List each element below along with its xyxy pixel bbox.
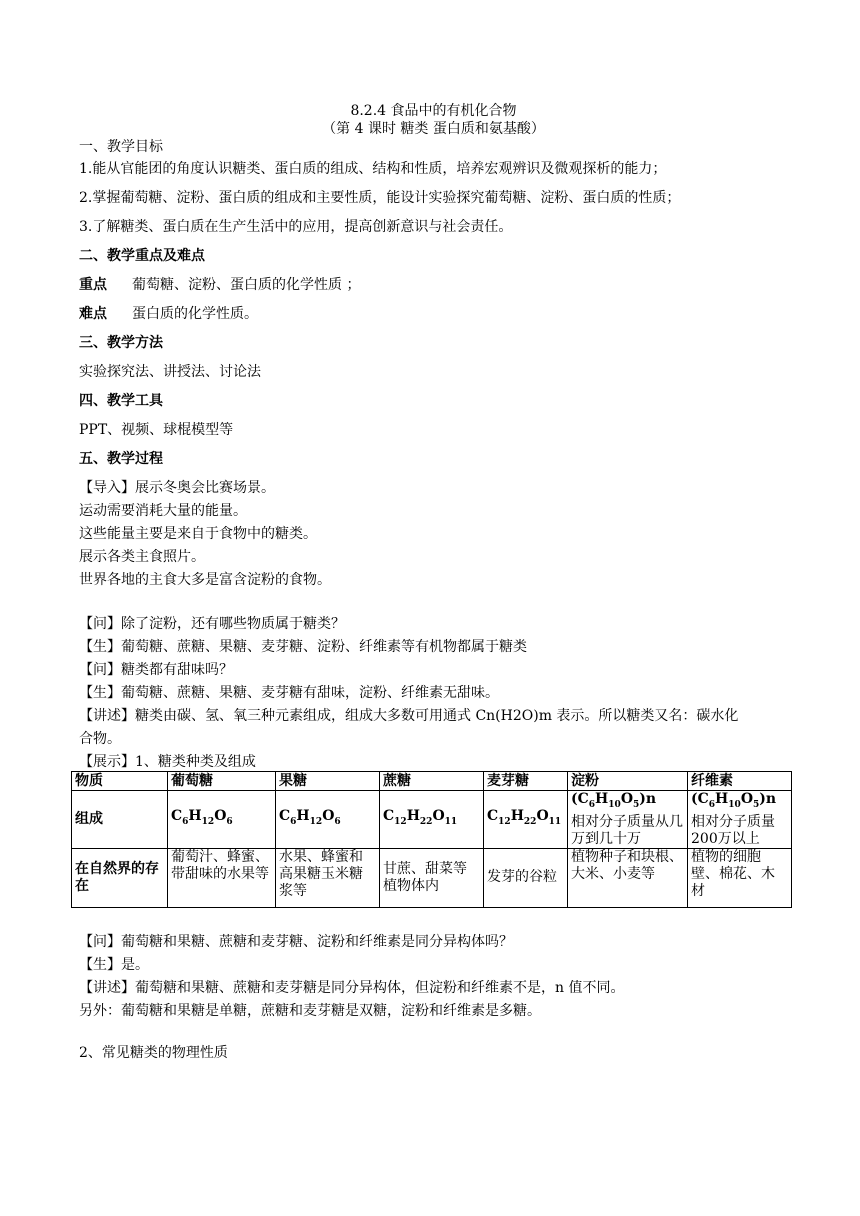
- intro-line: 展示各类主食照片。: [79, 549, 205, 565]
- row-label-composition: 组成: [72, 791, 168, 849]
- section-heading-methods: 三、教学方法: [79, 335, 163, 351]
- cellulose-cell: [688, 791, 792, 849]
- starch-formula: $(C_6H_{10}O_5)n$: [571, 791, 657, 810]
- cellulose-note: 相对分子质量200万以上: [691, 813, 775, 847]
- row-label-occurrence: 在自然界的存在: [72, 848, 168, 907]
- table-header-cell: 葡萄糖: [168, 772, 276, 791]
- tools-text: PPT、视频、球棍模型等: [79, 422, 234, 438]
- goal-item: 3.了解糖类、蛋白质在生产生活中的应用，提高创新意识与社会责任。: [79, 219, 513, 235]
- section-heading-goals: 一、教学目标: [79, 139, 163, 155]
- goal-item: 1.能从官能团的角度认识糖类、蛋白质的组成、结构和性质，培养宏观辨识及微观探析的能力；: [79, 161, 667, 177]
- subsection-heading: 2、常见糖类的物理性质: [79, 1044, 228, 1061]
- lecture-line: 【讲述】糖类由碳、氢、氧三种元素组成，组成大多数可用通式 Cn(H2O)m 表示。所以糖类又名：碳水化: [79, 708, 739, 724]
- after-line: 【问】葡萄糖和果糖、蔗糖和麦芽糖、淀粉和纤维素是同分异构体吗？: [79, 933, 513, 950]
- maltose-formula: $C_{12}H_{22}O_{11}$: [487, 808, 562, 827]
- glucose-formula: $C_6H_{12}O_6$: [171, 808, 233, 827]
- sugar-composition-table: [71, 771, 792, 908]
- table-row: [72, 848, 792, 907]
- starch-cell: [568, 791, 688, 849]
- formula-cell: [276, 791, 380, 849]
- intro-line: 世界各地的主食大多是富含淀粉的食物。: [79, 572, 331, 588]
- methods-text: 实验探究法、讲授法、讨论法: [79, 364, 261, 380]
- show-line: 【展示】1、糖类种类及组成: [79, 754, 256, 770]
- qa-line: 【问】糖类都有甜味吗？: [79, 662, 233, 678]
- formula-cell: [168, 791, 276, 849]
- table-header-cell: 麦芽糖: [484, 772, 568, 791]
- qa-line: 【问】除了淀粉，还有哪些物质属于糖类？: [79, 616, 345, 632]
- difficulty-label: 难点: [79, 306, 107, 322]
- key-label: 重点: [79, 277, 107, 293]
- table-header-cell: 果糖: [276, 772, 380, 791]
- formula-cell: [380, 791, 484, 849]
- intro-line: 这些能量主要是来自于食物中的糖类。: [79, 526, 317, 542]
- intro-line: 运动需要消耗大量的能量。: [79, 503, 247, 519]
- sucrose-formula: $C_{12}H_{22}O_{11}$: [383, 808, 458, 827]
- table-header-cell: 物质: [72, 772, 168, 791]
- spacer: [79, 1020, 788, 1044]
- table-cell: 植物的细胞壁、棉花、木材: [688, 848, 792, 907]
- key-point-line: [79, 276, 788, 294]
- table-header-cell: 纤维素: [688, 772, 792, 791]
- intro-line: 【导入】展示冬奥会比赛场景。: [79, 480, 275, 496]
- table-header-cell: 淀粉: [568, 772, 688, 791]
- lecture-line: 合物。: [79, 731, 121, 747]
- qa-line: 【生】葡萄糖、蔗糖、果糖、麦芽糖有甜味，淀粉、纤维素无甜味。: [79, 685, 499, 701]
- table-cell: 水果、蜂蜜和高果糖玉米糖浆等: [276, 848, 380, 907]
- after-line: 【讲述】葡萄糖和果糖、蔗糖和麦芽糖是同分异构体，但淀粉和纤维素不是，n 值不同。: [79, 979, 625, 996]
- fructose-formula: $C_6H_{12}O_6$: [279, 808, 341, 827]
- table-header-cell: 蔗糖: [380, 772, 484, 791]
- document-subtitle: （第 4 课时 糖类 蛋白质和氨基酸）: [322, 121, 545, 137]
- table-cell: 葡萄汁、蜂蜜、带甜味的水果等: [168, 848, 276, 907]
- table-cell: 发芽的谷粒: [484, 848, 568, 907]
- table-cell: 植物种子和块根、大米、小麦等: [568, 848, 688, 907]
- cellulose-formula: $(C_6H_{10}O_5)n$: [691, 791, 777, 810]
- section-heading-key-points: 二、教学重点及难点: [79, 248, 205, 264]
- section-heading-process: 五、教学过程: [79, 451, 163, 467]
- goal-item: 2.掌握葡萄糖、淀粉、蛋白质的组成和主要性质，能设计实验探究葡萄糖、淀粉、蛋白质的性质；: [79, 190, 681, 206]
- after-line: 另外：葡萄糖和果糖是单糖，蔗糖和麦芽糖是双糖，淀粉和纤维素是多糖。: [79, 1002, 541, 1019]
- qa-line: 【生】葡萄糖、蔗糖、果糖、麦芽糖、淀粉、纤维素等有机物都属于糖类: [79, 639, 527, 655]
- difficulty-line: [79, 305, 788, 323]
- key-text: 葡萄糖、淀粉、蛋白质的化学性质 ；: [132, 277, 361, 293]
- starch-note: 相对分子质量从几万到几十万: [571, 813, 683, 847]
- table-cell: 甘蔗、甜菜等植物体内: [380, 848, 484, 907]
- spacer: [79, 589, 788, 610]
- document-title: 8.2.4 食品中的有机化合物: [350, 103, 517, 119]
- table-header-row: [72, 772, 792, 791]
- spacer: [79, 908, 788, 929]
- section-heading-tools: 四、教学工具: [79, 393, 163, 409]
- after-line: 【生】是。: [79, 956, 149, 973]
- formula-cell: [484, 791, 568, 849]
- difficulty-text: 蛋白质的化学性质。: [132, 306, 258, 322]
- table-row: [72, 791, 792, 849]
